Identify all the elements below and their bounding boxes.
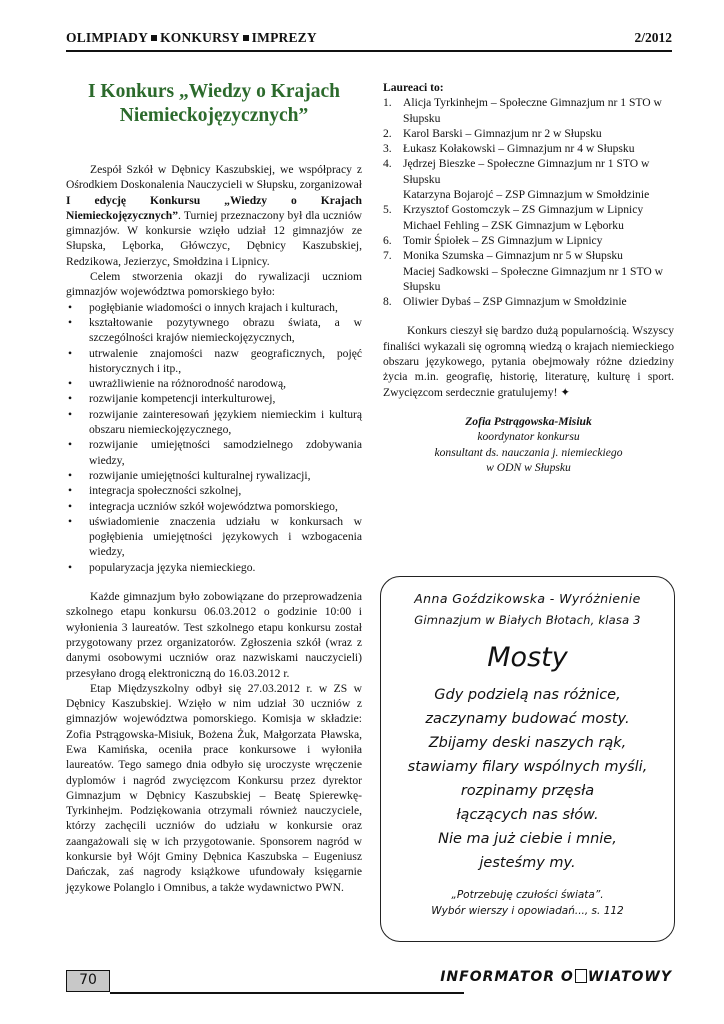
- list-item: [383, 233, 674, 248]
- poem-source-detail: Wybór wierszy i opowiadań..., s. 112: [431, 905, 624, 917]
- poem-school: Gimnazjum w Białych Błotach, klasa 3: [414, 613, 641, 627]
- article-left-column: [66, 80, 362, 895]
- poem-line: zaczynamy budować mosty.: [425, 711, 630, 727]
- issue-number: 2/2012: [634, 30, 672, 45]
- laureate-rank: 6.: [383, 233, 392, 247]
- laureate-entry: Jędrzej Bieszke – Społeczne Gimnazjum nr 1 STO w Słupsku: [403, 157, 650, 186]
- signature-block: [383, 414, 674, 475]
- laureate-entry: Tomir Śpiołek – ZS Gimnazjum w Lipnicy: [403, 233, 603, 247]
- laureate-entry: Monika Szumska – Gimnazjum nr 5 w Słupsku: [403, 249, 623, 263]
- list-item: • integracja uczniów szkół województwa pomorskiego,: [89, 499, 362, 514]
- square-bullet-icon: [151, 35, 157, 41]
- signature-role: w ODN w Słupsku: [486, 460, 571, 474]
- poem-body: [381, 683, 674, 875]
- closing-paragraph: Konkurs cieszył się bardzo dużą popularnością. Wszyscy finaliści wykazali się ogromną wiedzą o krajach niemieckiego obszaru językowego, pytania obejmowały różne dziedziny życia m.in. geografię, historię, literaturę, kulturę i sport. Zwycięzcom serdecznie gratulujemy! ✦: [383, 324, 674, 399]
- laureates-heading: Laureaci to:: [383, 81, 444, 94]
- laureate-rank: 5.: [383, 203, 392, 217]
- signature-role: konsultant ds. nauczania j. niemieckiego: [434, 445, 623, 459]
- goals-list: [66, 300, 362, 575]
- list-item: • rozwijanie zainteresowań językiem niemieckim i kulturą obszaru niemieckojęzycznego,: [89, 407, 362, 438]
- laureate-rank: 2.: [383, 126, 392, 140]
- interschool-stage-paragraph: Etap Międzyszkolny odbył się 27.03.2012 r. w ZS w Dębnicy Kaszubskiej. Wzięło w nim udział 30 uczniów z gimnazjów województwa pomorskiego. Komisja w składzie: Zofia Pstrągowska-Misiuk, Bożena Żuk, Małgorzata Pławska, Ewa Kamińska, oceniła prace konkursowe i wyłoniła laureatów. Tego samego dnia odbyło się uroczyste wręczenie dyplomów i nagród zwycięzcom Konkursu przez dyrektor Gimnazjum w Dębnicy Kaszubskiej – Beatę Spierewkę-Tyrkinhejm. Podziękowania otrzymali również nauczyciele, którzy zachęcili uczniów do udziału w konkursie oraz zaangażowali się w ich przygotowanie. Sponsorem nagród w konkursie był Wójt Gminy Dębnica Kaszubska – Eugeniusz Dańczak, zaś nagrody książkowe ufundowały księgarnie językowe Polanglo i Omnibus, a także wydawnictwo PWN.: [66, 681, 362, 894]
- section-part-3: IMPREZY: [251, 30, 317, 45]
- publication-name: [440, 969, 672, 985]
- header-divider: [66, 50, 672, 52]
- list-item: [383, 126, 674, 141]
- list-item: • uwrażliwienie na różnorodność narodową,: [89, 376, 362, 391]
- laureate-entry: Maciej Sadkowski – Społeczne Gimnazjum nr 1 STO w Słupsku: [403, 264, 663, 293]
- poem-author: Anna Goździkowska - Wyróżnienie: [414, 591, 641, 606]
- square-bullet-icon: [243, 35, 249, 41]
- school-stage-paragraph: Każde gimnazjum było zobowiązane do przeprowadzenia szkolnego etapu konkursu 06.03.2012 o godzinie 10:00 i wyłonienia 3 laureatów. Test szkolnego etapu konkursu został przygotowany przez organizatorów. Zgłoszenia szkół (wraz z danymi osobowymi uczniów oraz nazwiskami nauczycieli) przesyłano drogą elektroniczną do 16.03.2012 r.: [66, 590, 362, 680]
- poem-title: Mosty: [487, 642, 568, 673]
- list-item: • pogłębianie wiadomości o innych krajach i kulturach,: [89, 300, 362, 315]
- list-item: [383, 156, 674, 202]
- laureates-list: [383, 95, 674, 309]
- poem-line: Zbijamy deski naszych rąk,: [428, 735, 627, 751]
- laureate-rank: 4.: [383, 157, 392, 171]
- poem-box: [380, 576, 675, 942]
- laureate-rank: 8.: [383, 295, 392, 309]
- list-item: [383, 294, 674, 309]
- article-title: I Konkurs „Wiedzy o Krajach Niemieckojęzycznych”: [87, 81, 341, 126]
- list-item: • utrwalenie znajomości nazw geograficznych, pojęć historycznych i itp.,: [89, 346, 362, 377]
- list-item: • rozwijanie umiejętności samodzielnego zdobywania wiedzy,: [89, 437, 362, 468]
- laureate-entry: Krzysztof Gostomczyk – ZS Gimnazjum w Lipnicy: [403, 203, 644, 217]
- intro-paragraph: [66, 162, 362, 269]
- laureate-rank: 7.: [383, 249, 392, 263]
- list-item: • popularyzacja języka niemieckiego.: [89, 560, 362, 575]
- poem-line: Nie ma już ciebie i mnie,: [438, 831, 617, 847]
- section-part-2: KONKURSY: [160, 30, 240, 45]
- article-right-column: [383, 80, 674, 475]
- page-header: [66, 30, 672, 50]
- page-number: 70: [66, 970, 110, 992]
- list-item: • uświadomienie znaczenia udziału w konkursach w pogłębienia umiejętności językowych i wzbogacenia wiedzy,: [89, 514, 362, 560]
- goals-intro-paragraph: Celem stworzenia okazji do rywalizacji uczniom gimnazjów województwa pomorskiego było:: [66, 270, 362, 299]
- list-item: • kształtowanie pozytywnego obrazu świata, a w szczególności krajów niemieckojęzycznych,: [89, 315, 362, 346]
- list-item: • rozwijanie kompetencji interkulturowej,: [89, 391, 362, 406]
- intro-bold-text: I edycję Konkursu „Wiedzy o Krajach Niemieckojęzycznych”: [66, 193, 362, 222]
- laureate-entry: Łukasz Kołakowski – Gimnazjum nr 4 w Słupsku: [403, 142, 635, 156]
- poem-line: stawiamy filary wspólnych myśli,: [407, 759, 648, 775]
- list-item: [383, 95, 674, 126]
- laureate-entry: Oliwier Dybaś – ZSP Gimnazjum w Smołdzinie: [403, 295, 627, 309]
- poem-source: [381, 887, 674, 919]
- laureate-entry: Katarzyna Bojarojć – ZSP Gimnazjum w Smołdzinie: [403, 188, 650, 202]
- signature-name: Zofia Pstrągowska-Misiuk: [465, 414, 592, 428]
- poem-line: łączących nas słów.: [456, 807, 599, 823]
- list-item: [383, 141, 674, 156]
- list-item: • rozwijanie umiejętności kulturalnej rywalizacji,: [89, 468, 362, 483]
- intro-text: Zespół Szkół w Dębnicy Kaszubskiej, we współpracy z Ośrodkiem Doskonalenia Nauczycieli w Słupsku, zorganizował: [66, 163, 362, 192]
- poem-line: jesteśmy my.: [479, 855, 576, 871]
- laureate-entry: Karol Barski – Gimnazjum nr 2 w Słupsku: [403, 126, 602, 140]
- signature-role: koordynator konkursu: [477, 430, 580, 444]
- list-item: [383, 248, 674, 294]
- list-item: [383, 202, 674, 233]
- section-title: [66, 30, 317, 46]
- laureate-rank: 3.: [383, 142, 392, 156]
- section-part-1: OLIMPIADY: [66, 30, 149, 45]
- publication-name-part-2: WIATOWY: [587, 969, 672, 985]
- list-item: • integracja społeczności szkolnej,: [89, 483, 362, 498]
- publication-name-part-1: INFORMATOR O: [440, 969, 574, 985]
- poem-line: rozpinamy przęsła: [460, 783, 595, 799]
- laureate-entry: Michael Fehling – ZSK Gimnazjum w Lęborku: [403, 218, 624, 232]
- intro-text-end: . Turniej przeznaczony był dla uczniów gimnazjów. W konkursie wzięło udział 12 gimnazjów ze Słupska, Lęborka, Główczyc, Dębnicy Kaszubskiej, Redzikowa, Jezierzyc, Smołdzina i Lipnicy.: [66, 208, 362, 268]
- laureate-entry: Alicja Tyrkinhejm – Społeczne Gimnazjum nr 1 STO w Słupsku: [403, 96, 662, 125]
- footer-divider: [110, 992, 464, 994]
- poem-source-title: „Potrzebuję czułości świata”.: [451, 889, 604, 901]
- laureate-rank: 1.: [383, 96, 392, 110]
- box-letter-icon: [575, 969, 587, 983]
- poem-line: Gdy podzielą nas różnice,: [434, 687, 621, 703]
